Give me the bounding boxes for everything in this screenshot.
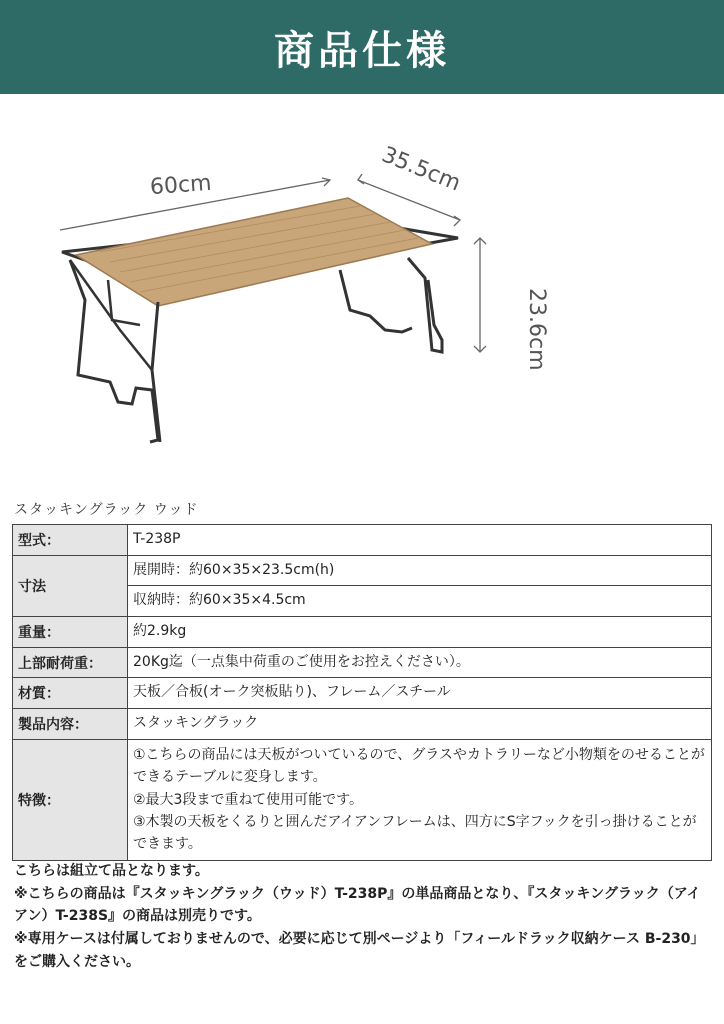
model-key: 型式： (13, 525, 128, 556)
model-value: T-238P (128, 525, 712, 556)
note-item: ※こちらの商品は『スタッキングラック（ウッド）T-238P』の単品商品となり、『スタッキングラック（アイアン）T-238S』の商品は別売りです。 (14, 885, 701, 925)
depth-label: 35.5cm (378, 142, 464, 197)
height-label: 23.6cm (524, 288, 549, 371)
size-folded-value: 収納時：約60×35×4.5cm (128, 586, 712, 617)
feature-item: ③木製の天板をくるりと囲んだアイアンフレームは、四方にS字フックを引っ掛けることができます。 (133, 813, 697, 853)
size-open-value: 展開時：約60×35×23.5cm(h) (128, 555, 712, 586)
header-banner (0, 0, 724, 94)
note-item: ※専用ケースは付属しておりませんので、必要に応じて別ページより「フィールドラック収納ケース B-230」をご購入ください。 (14, 931, 698, 970)
back-leg-right (408, 258, 442, 352)
weight-value: 約2.9kg (128, 617, 712, 648)
spec-table (12, 524, 712, 861)
page-title: 商品仕様 (274, 27, 450, 74)
material-key: 材質： (13, 678, 128, 709)
load-value: 20Kg迄（一点集中荷重のご使用をお控えください）。 (128, 647, 712, 678)
wood-top (76, 198, 432, 306)
size-key: 寸法 (13, 555, 128, 616)
table-row (13, 739, 712, 860)
features-value (128, 739, 712, 860)
contents-value: スタッキングラック (128, 709, 712, 740)
feature-item: ②最大3段まで重ねて使用可能です。 (133, 791, 363, 808)
material-value: 天板／合板(オーク突板貼り)、フレーム／スチール (128, 678, 712, 709)
table-row (13, 617, 712, 648)
table-row (13, 709, 712, 740)
weight-key: 重量： (13, 617, 128, 648)
notes (14, 860, 704, 973)
table-row (13, 678, 712, 709)
contents-key: 製品内容： (13, 709, 128, 740)
features-key: 特徴： (13, 739, 128, 860)
table-row (13, 525, 712, 556)
width-label: 60cm (149, 170, 213, 201)
rack-drawing (62, 198, 458, 442)
note-item: こちらは組立て品となります。 (14, 863, 209, 879)
load-key: 上部耐荷重： (13, 647, 128, 678)
back-leg-left (340, 270, 412, 332)
product-illustration (40, 120, 560, 470)
table-row (13, 647, 712, 678)
table-row (13, 555, 712, 586)
product-name: スタッキングラック ウッド (14, 502, 199, 518)
feature-item: ①こちらの商品には天板がついているので、グラスやカトラリーなど小物類をのせることができるテーブルに変身します。 (133, 746, 705, 786)
